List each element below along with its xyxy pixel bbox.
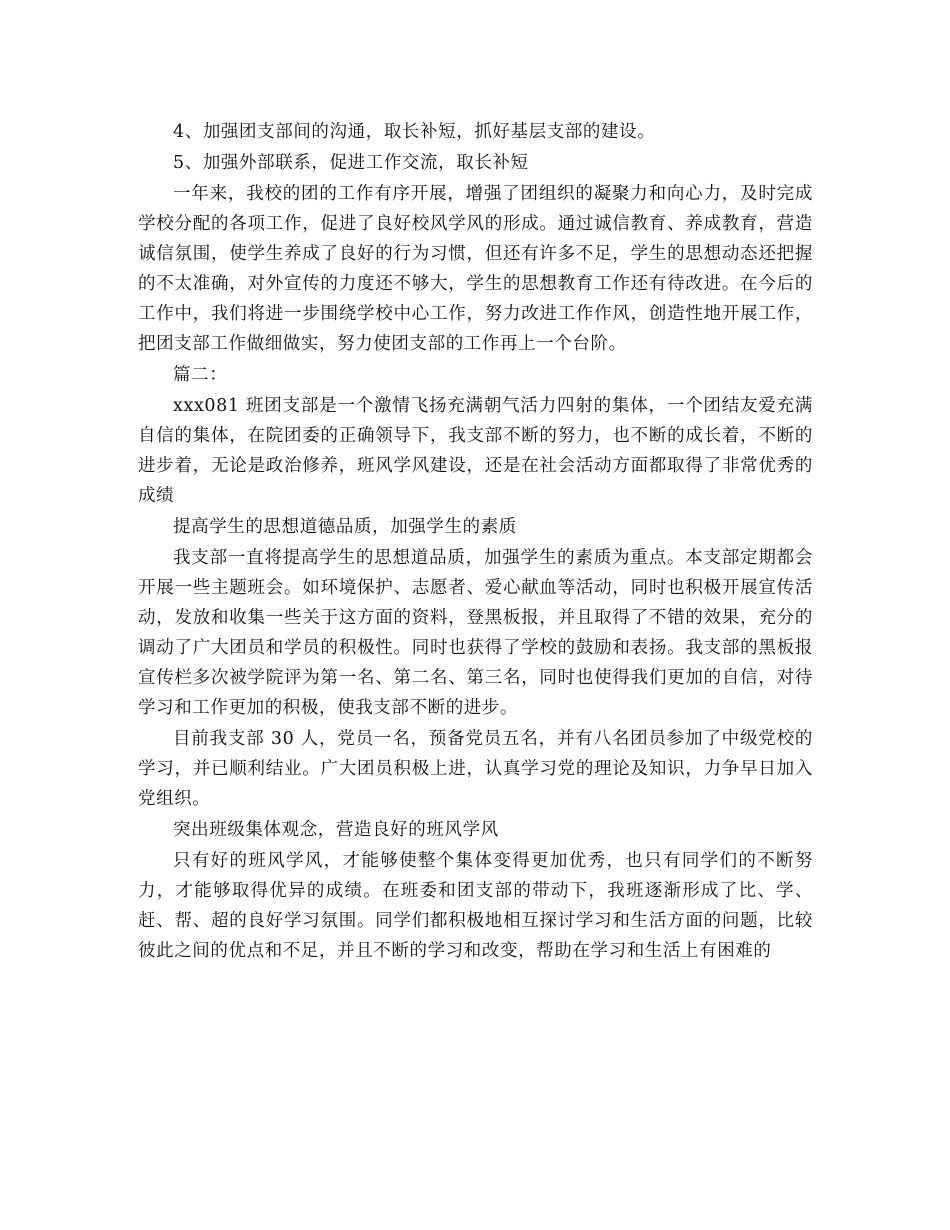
subheading-moral-quality: 提高学生的思想道德品质，加强学生的素质 xyxy=(173,517,517,537)
paragraph-intro: xxx081 班团支部是一个激情飞扬充满朝气活力四射的集体，一个团结友爱充满自信的集体，在院团委的正确领导下，我支部不断的努力，也不断的成长着，不断的进步着，无论是政治修养，班风学风建设，还是在社会活动方面都取得了非常优秀的成绩 xyxy=(138,396,813,506)
document-body xyxy=(138,117,813,967)
paragraph-class-spirit: 只有好的班风学风，才能够使整个集体变得更加优秀，也只有同学们的不断努力，才能够取得优异的成绩。在班委和团支部的带动下，我班逐渐形成了比、学、赶、帮、超的良好学习氛围。同学们都积极地相互探讨学习和生活方面的问题，比较彼此之间的优点和不足，并且不断的学习和改变，帮助在学习和生活上有困难的 xyxy=(138,851,813,961)
section-heading-part-two: 篇二： xyxy=(173,365,228,385)
paragraph-summary: 一年来，我校的团的工作有序开展，增强了团组织的凝聚力和向心力，及时完成学校分配的各项工作，促进了良好校风学风的形成。通过诚信教育、养成教育，营造诚信氛围，使学生养成了良好的行为习惯，但还有许多不足，学生的思想动态还把握的不太准确，对外宣传的力度还不够大，学生的思想教育工作还有待改进。在今后的工作中，我们将进一步围绕学校中心工作，努力改进工作作风，创造性地开展工作，把团支部工作做细做实，努力使团支部的工作再上一个台阶。 xyxy=(138,184,813,354)
paragraph-membership: 目前我支部 30 人，党员一名，预备党员五名，并有八名团员参加了中级党校的学习，并已顺利结业。广大团员积极上进，认真学习党的理论及知识，力争早日加入党组织。 xyxy=(138,729,813,809)
paragraph-item-5: 5、加强外部联系，促进工作交流，取长补短 xyxy=(173,153,529,173)
subheading-class-spirit: 突出班级集体观念，营造良好的班风学风 xyxy=(173,820,499,840)
paragraph-item-4: 4、加强团支部间的沟通，取长补短，抓好基层支部的建设。 xyxy=(173,122,656,142)
paragraph-moral-quality: 我支部一直将提高学生的思想道品质，加强学生的素质为重点。本支部定期都会开展一些主题班会。如环境保护、志愿者、爱心献血等活动，同时也积极开展宣传活动，发放和收集一些关于这方面的资料，登黑板报，并且取得了不错的效果，充分的调动了广大团员和学员的积极性。同时也获得了学校的鼓励和表扬。我支部的黑板报宣传栏多次被学院评为第一名、第二名、第三名，同时也使得我们更加的自信，对待学习和工作更加的积极，使我支部不断的进步。 xyxy=(138,548,813,718)
